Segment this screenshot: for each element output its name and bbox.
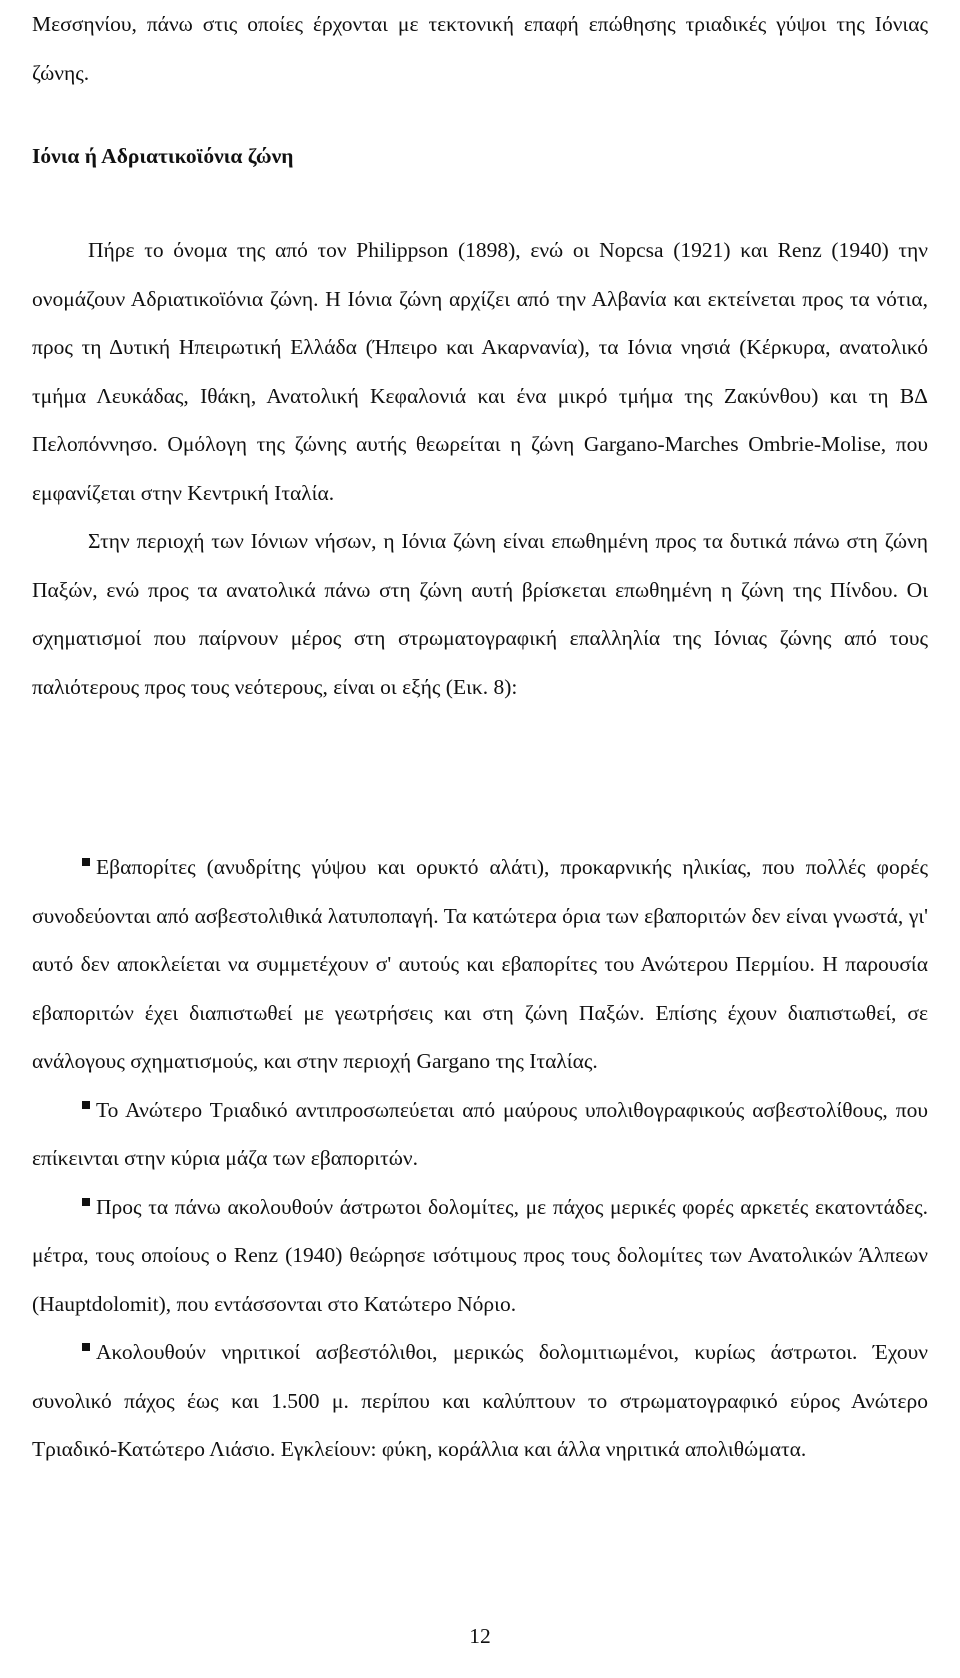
page-number: 12	[469, 1624, 491, 1648]
list-item	[32, 843, 928, 1086]
body-paragraphs	[32, 226, 928, 711]
paragraph-ionian-islands: Στην περιοχή των Ιόνιων νήσων, η Ιόνια ζώνη είναι επωθημένη προς τα δυτικά πάνω στη ζώνη Παξών, ενώ προς τα ανατολικά πάνω στη ζώνη αυτή βρίσκεται επωθημένη η ζώνη της Πίνδου. Οι σχηματισμοί που παίρνουν μέρος στη στρωματογραφική επαλληλία της Ιόνιας ζώνης από τους παλιότερους προς τους νεότερους, είναι οι εξής (Εικ. 8):	[32, 529, 928, 699]
list-item-text: Εβαπορίτες (ανυδρίτης γύψου και ορυκτό αλάτι), προκαρνικής ηλικίας, που πολλές φορές συνοδεύονται από ασβεστολιθικά λατυποπαγή. Τα κατώτερα όρια των εβαποριτών δεν είναι γνωστά, γι' αυτό δεν αποκλείεται να συμμετέχουν σ' αυτούς και εβαπορίτες του Ανώτερου Περμίου. Η παρουσία εβαποριτών έχει διαπιστωθεί με γεωτρήσεις και στη ζώνη Παξών. Επίσης έχουν διαπιστωθεί, σε ανάλογους σχηματισμούς, και στην περιοχή Gargano της Ιταλίας.	[32, 855, 928, 1073]
list-item-text: Ακολουθούν νηριτικοί ασβεστόλιθοι, μερικώς δολομιτιωμένοι, κυρίως άστρωτοι. Έχουν συνολικό πάχος έως και 1.500 μ. περίπου και καλύπτουν το στρωματογραφικό εύρος Ανώτερο Τριαδικό-Κατώτερο Λιάσιο. Εγκλείουν: φύκη, κοράλλια και άλλα νηριτικά απολιθώματα.	[32, 1340, 928, 1461]
list-item	[32, 1328, 928, 1474]
list-item-text: Προς τα πάνω ακολουθούν άστρωτοι δολομίτες, με πάχος μερικές φορές αρκετές εκατοντάδες. μέτρα, τους οποίους ο Renz (1940) θεώρησε ισότιμους προς τους δολομίτες των Ανατολικών Άλπεων (Hauptdolomit), που εντάσσονται στο Κατώτερο Νόριο.	[32, 1194, 928, 1316]
list-item-text: Το Ανώτερο Τριαδικό αντιπροσωπεύεται από μαύρους υπολιθογραφικούς ασβεστολίθους, που επίκεινται στην κύρια μάζα των εβαποριτών.	[32, 1097, 928, 1170]
square-bullet-icon	[82, 1101, 90, 1109]
square-bullet-icon	[82, 1343, 90, 1351]
formation-list	[32, 843, 928, 1474]
square-bullet-icon	[82, 1198, 90, 1206]
paragraph-zone-origin: Πήρε το όνομα της από τον Philippson (1898), ενώ οι Nopcsa (1921) και Renz (1940) την ονομάζουν Αδριατικοϊόνια ζώνη. Η Ιόνια ζώνη αρχίζει από την Αλβανία και εκτείνεται προς τα νότια, προς τη Δυτική Ηπειρωτική Ελλάδα (Ήπειρο και Ακαρνανία), τα Ιόνια νησιά (Κέρκυρα, ανατολικό τμήμα Λευκάδας, Ιθάκη, Ανατολική Κεφαλονιά και ένα μικρό τμήμα της Ζακύνθου) και τη ΒΔ Πελοπόννησο. Ομόλογη της ζώνης αυτής θεωρείται η ζώνη Gargano-Marches Ombrie-Molise, που εμφανίζεται στην Κεντρική Ιταλία.	[32, 238, 928, 505]
list-item	[32, 1086, 928, 1183]
section-heading: Ιόνια ή Αδριατικοϊόνια ζώνη	[32, 144, 294, 168]
list-item	[32, 1183, 928, 1329]
square-bullet-icon	[82, 858, 90, 866]
intro-paragraph: Μεσσηνίου, πάνω στις οποίες έρχονται με τεκτονική επαφή επώθησης τριαδικές γύψοι της Ιόνιας ζώνης.	[32, 12, 928, 85]
document-page	[32, 0, 928, 1678]
